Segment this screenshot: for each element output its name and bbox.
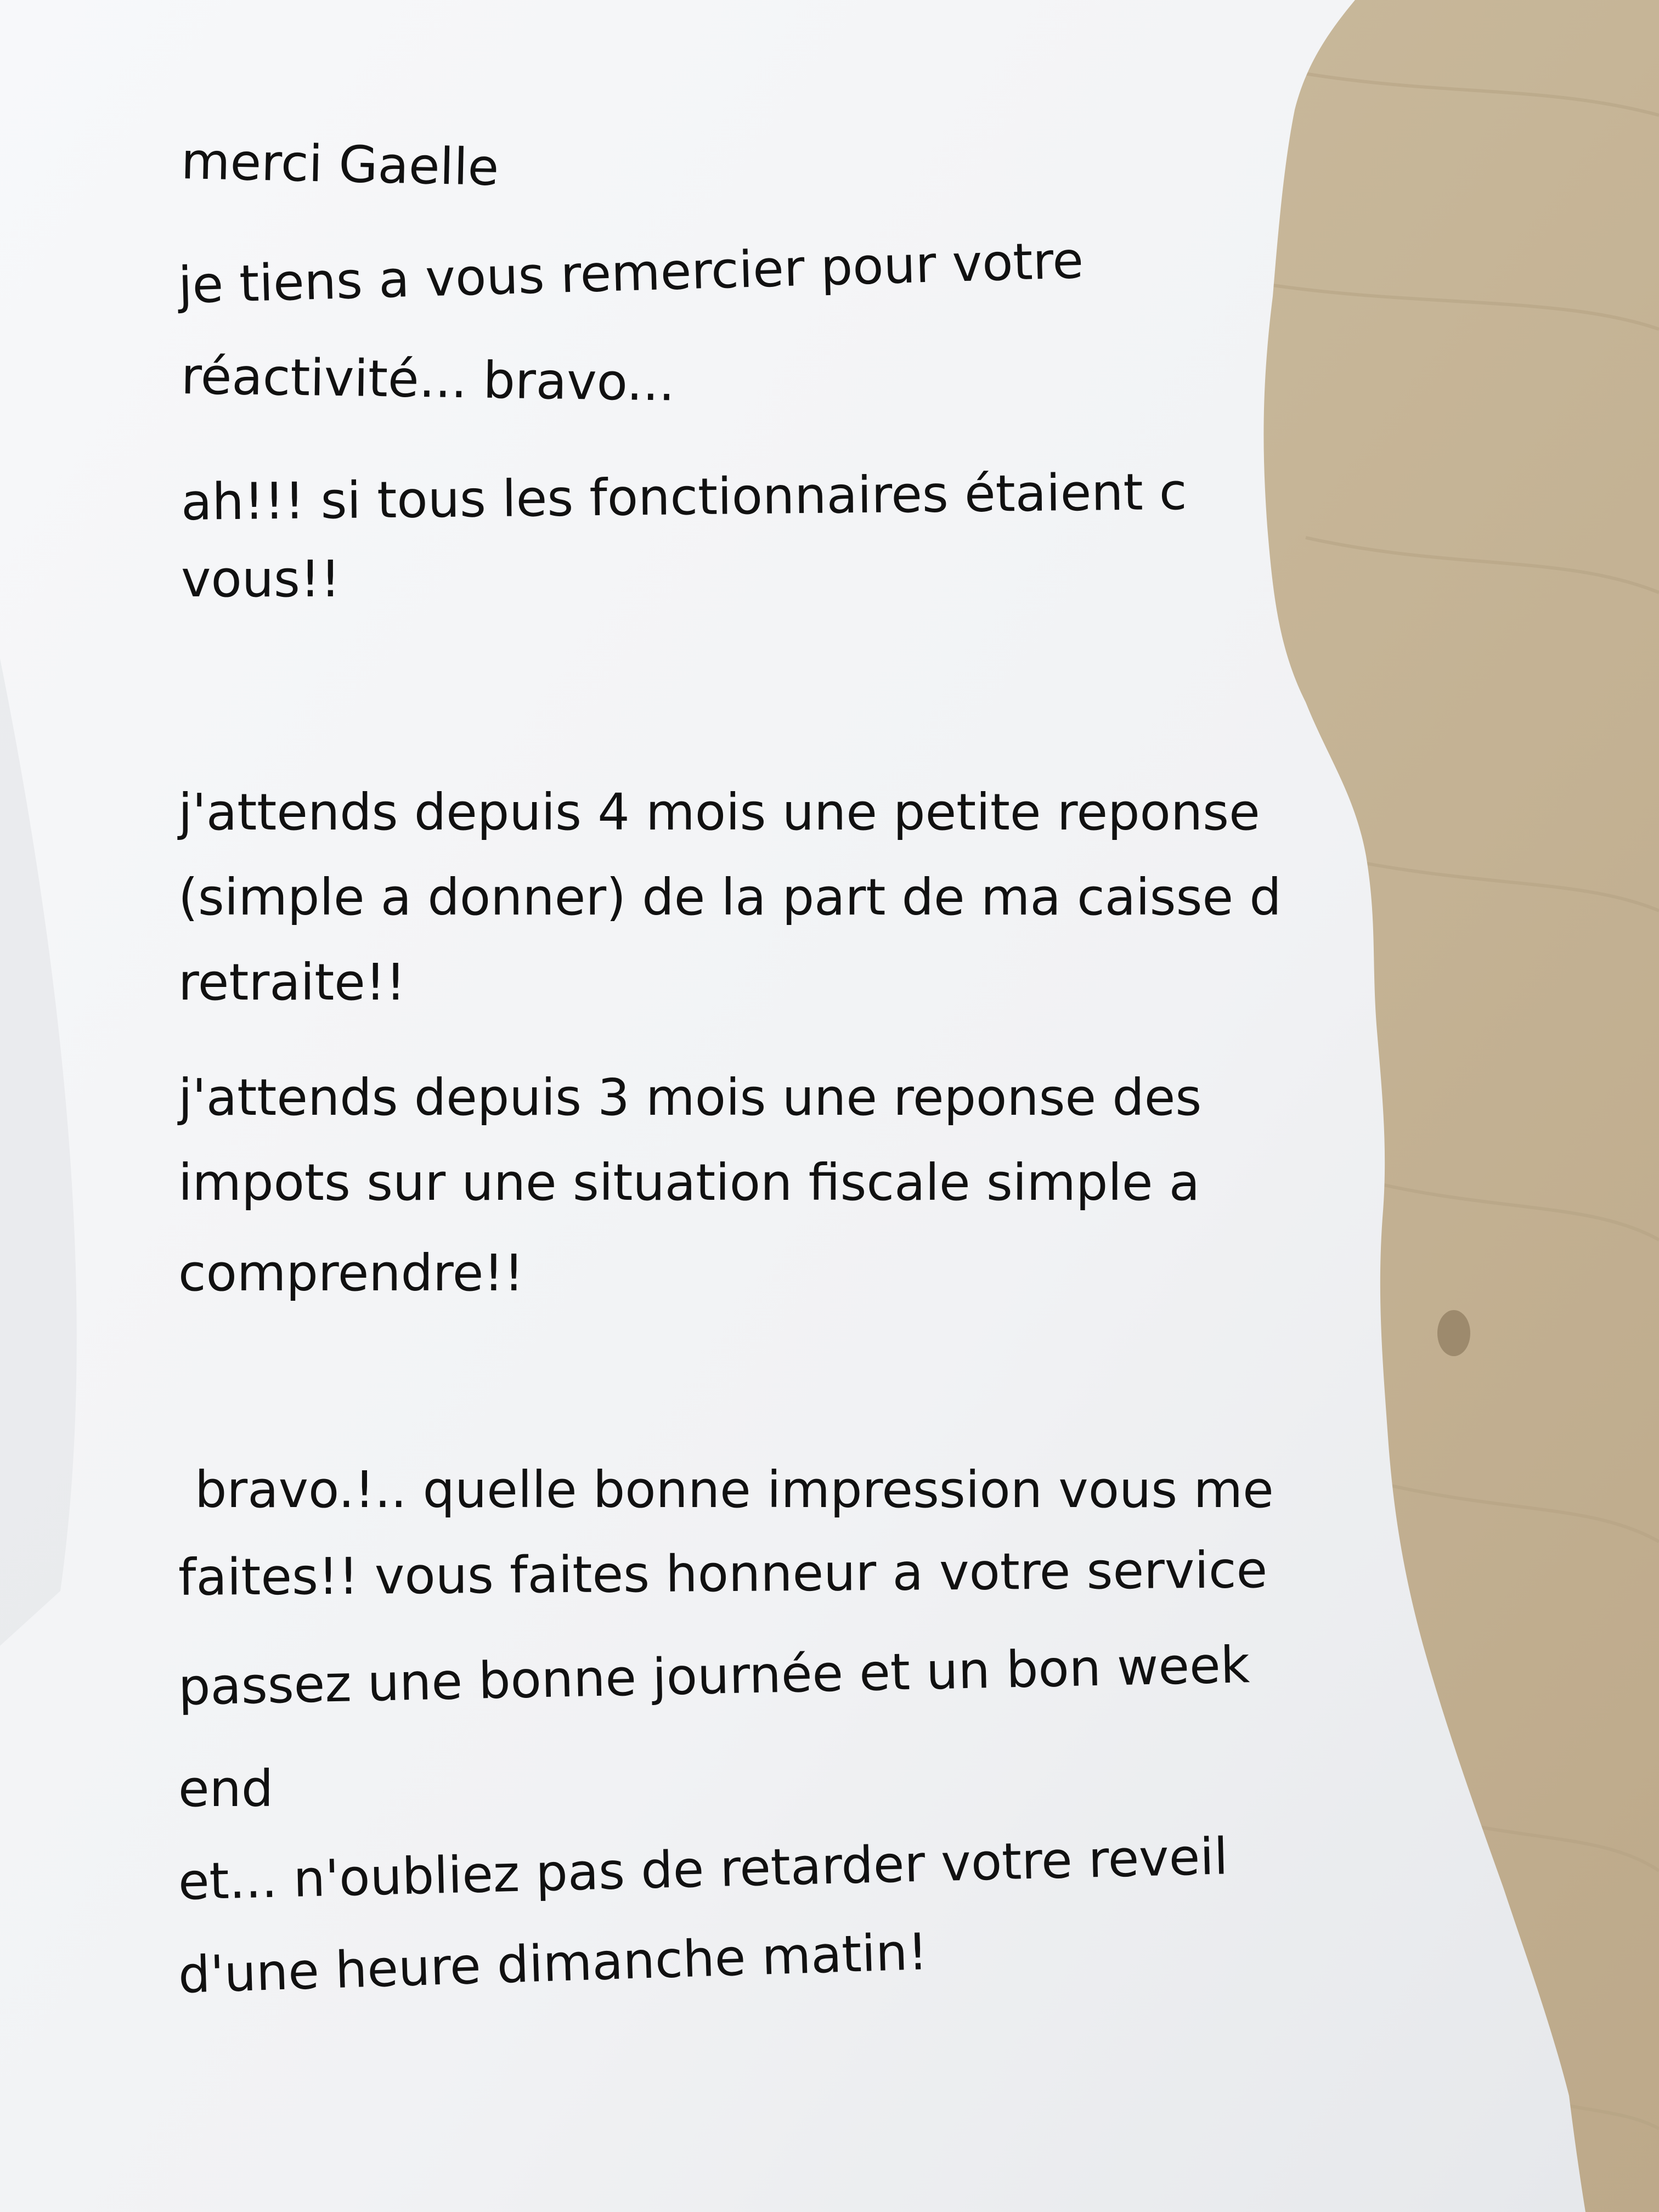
letter-line-14: passez une bonne journée et un bon week (177, 1635, 1250, 1717)
letter-line-3: réactivité... bravo... (180, 347, 675, 413)
letter-line-6: j'attends depuis 4 mois une petite reponse (178, 783, 1260, 842)
letter-line-11: comprendre!! (178, 1244, 524, 1302)
letter-line-7: (simple a donner) de la part de ma caisse d (178, 868, 1282, 927)
letter-line-2: je tiens a vous remercier pour votre (177, 230, 1085, 315)
letter-line-15: end (178, 1759, 274, 1818)
letter-line-13: faites!! vous faites honneur a votre service (178, 1541, 1268, 1607)
letter-line-10: impots sur une situation fiscale simple a (178, 1153, 1200, 1212)
letter-line-1: merci Gaelle (180, 132, 500, 198)
letter-line-4: ah!!! si tous les fonctionnaires étaient c (180, 462, 1187, 532)
letter-line-12: bravo.!.. quelle bonne impression vous me (195, 1460, 1274, 1519)
letter-line-17: d'une heure dimanche matin! (177, 1922, 929, 2005)
letter-line-9: j'attends depuis 3 mois une reponse des (178, 1068, 1202, 1127)
letter-line-16: et... n'oubliez pas de retarder votre reveil (177, 1827, 1229, 1911)
wood-knot (1437, 1310, 1470, 1356)
letter-line-5: vous!! (181, 550, 341, 608)
letter-line-8: retraite!! (178, 953, 406, 1012)
